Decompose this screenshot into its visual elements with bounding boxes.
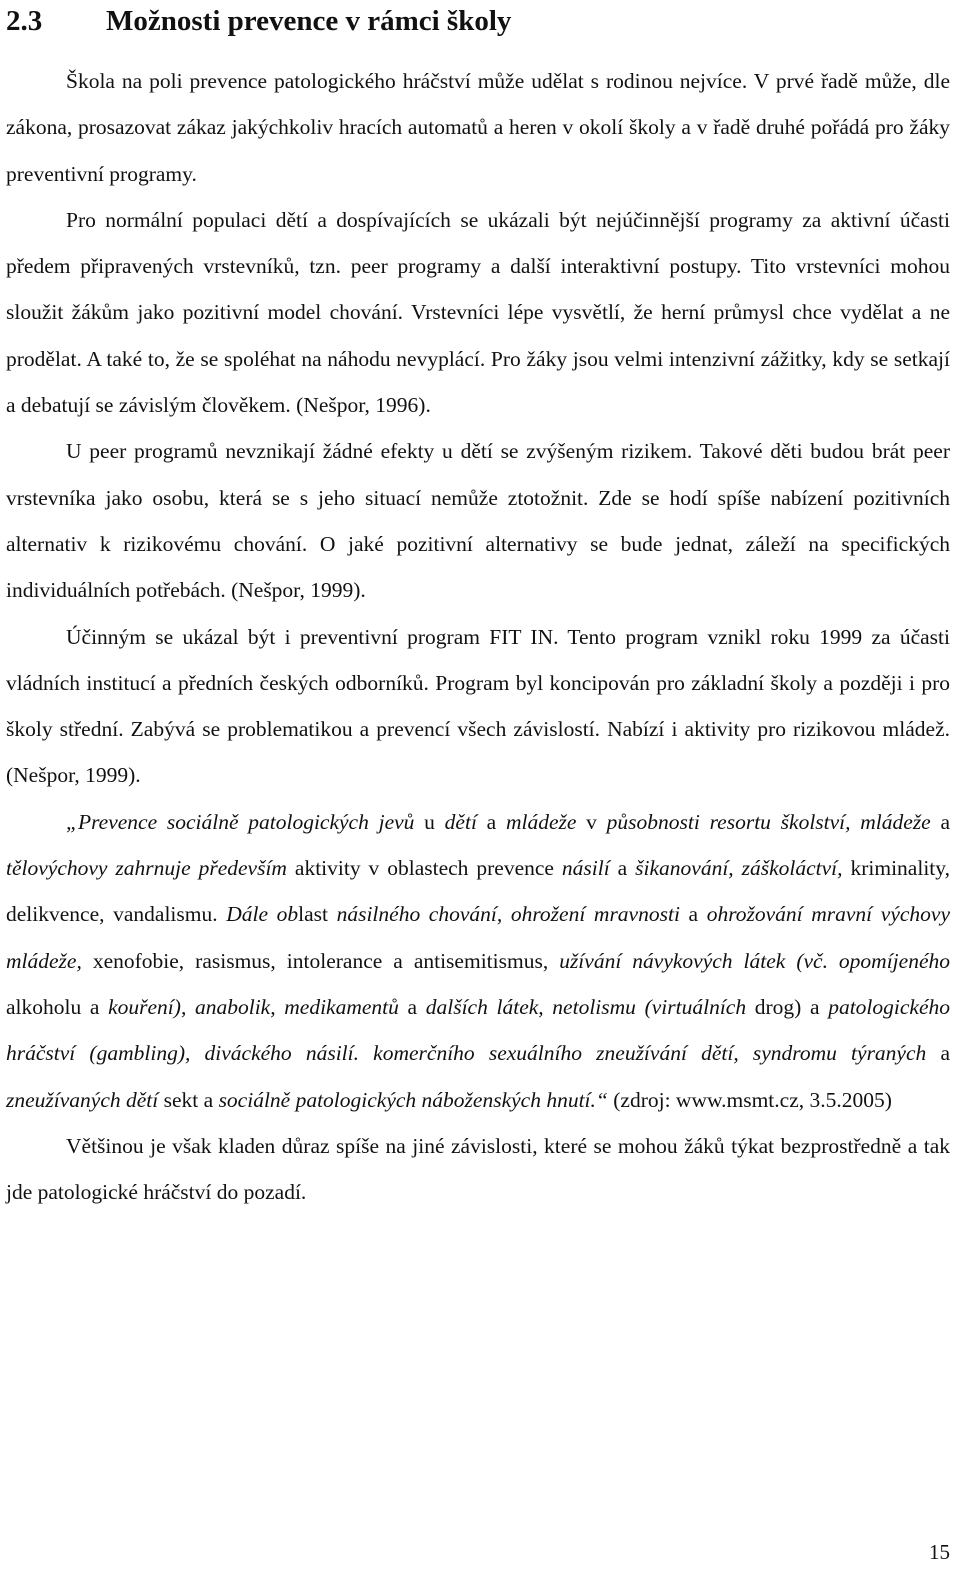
paragraph-6: Většinou je však kladen důraz spíše na jiné závislosti, které se mohou žáků týkat bezprostředně a tak jde patologické hráčství do pozadí. — [6, 1133, 950, 1205]
quote-span: násilí — [561, 856, 610, 881]
quote-span: tělovýchovy zahrnuje především — [6, 856, 287, 881]
section-heading — [6, 0, 950, 58]
quote-span: a — [930, 809, 951, 834]
quote-source: (zdroj: www.msmt.cz, 3.5.2005) — [607, 1087, 892, 1112]
page-number: 15 — [929, 1540, 950, 1564]
section-title: Možnosti prevence v rámci školy — [106, 5, 512, 37]
quote-span: last — [298, 902, 337, 927]
quote-span: a — [476, 809, 506, 834]
quote-span: a — [926, 1041, 950, 1066]
quote-span: alkoholu a — [6, 994, 109, 1019]
paragraph-4: Účinným se ukázal být i preventivní program FIT IN. Tento program vznikl roku 1999 za účasti vládních institucí a předních českých odborníků. Program byl koncipován pro základní školy a později i pro školy střední. Zabývá se problematikou a prevencí všech závislostí. Nabízí i aktivity pro rizikovou mládež. (Nešpor, 1999). — [6, 624, 950, 788]
quote-span: zneužívaných dětí — [6, 1087, 159, 1112]
paragraph-5-quote — [6, 799, 950, 1123]
quote-span: dětí — [444, 809, 477, 834]
quote-span: šikanování, záškoláctví, — [635, 856, 843, 881]
quote-span: kouření), anabolik, medikamentů — [108, 994, 399, 1019]
paragraph-2: Pro normální populaci dětí a dospívajících se ukázali být nejúčinnější programy za aktivní účasti předem připravených vrstevníků, tzn. peer programy a další interaktivní postupy. Tito vrstevníci mohou sloužit žákům jako pozitivní model chování. Vrstevníci lépe vysvětlí, že herní průmysl chce vydělat a ne prodělat. A také to, že se spoléhat na náhodu nevyplácí. Pro žáky jsou velmi intenzivní zážitky, kdy se setkají a debatují se závislým člověkem. (Nešpor, 1996). — [6, 207, 950, 418]
document-page — [6, 0, 950, 1215]
quote-span: patologického hráčství (gambling), diváckého násilí. komerčního sexuálního zneužívání dětí, syndromu týraných — [6, 994, 950, 1066]
quote-span: působnosti resortu školství, mládeže — [606, 809, 931, 834]
quote-span: „Prevence sociálně patologických jevů — [66, 809, 415, 834]
section-number: 2.3 — [6, 5, 43, 37]
quote-span: Dále ob — [226, 902, 299, 927]
quote-span: mládeže — [505, 809, 577, 834]
quote-span: a — [679, 902, 707, 927]
quote-span: a — [398, 994, 426, 1019]
quote-span: aktivity v oblastech prevence — [286, 856, 562, 881]
quote-span: a — [609, 856, 636, 881]
quote-span: sekt a — [158, 1087, 219, 1112]
paragraph-1: Škola na poli prevence patologického hráčství může udělat s rodinou nejvíce. V prvé řadě může, dle zákona, prosazovat zákaz jakýchkoliv hracích automatů a heren v okolí školy a v řadě druhé pořádá pro žáky preventivní programy. — [6, 69, 950, 186]
quote-span: v — [576, 809, 607, 834]
quote-span: drog) a — [746, 994, 829, 1019]
quote-span: sociálně patologických náboženských hnutí.“ — [218, 1087, 608, 1112]
quote-span: u — [414, 809, 445, 834]
quote-span: užívání návykových látek (vč. opomíjeného — [559, 948, 950, 973]
quote-span: dalších látek, netolismu (virtuálních — [425, 994, 747, 1019]
paragraph-3: U peer programů nevznikají žádné efekty u dětí se zvýšeným rizikem. Takové děti budou brát peer vrstevníka jako osobu, která se s jeho situací nemůže ztotožnit. Zde se hodí spíše nabízení pozitivních alternativ k rizikovému chování. O jaké pozitivní alternativy se bude jednat, záleží na specifických individuálních potřebách. (Nešpor, 1999). — [6, 439, 950, 603]
quote-span: násilného chování, ohrožení mravnosti — [336, 902, 680, 927]
quote-span: kriminality, delikvence, vandalismu. — [6, 856, 950, 927]
quote-span: ohrožování mravní výchovy mládeže, — [6, 902, 950, 973]
quote-span: xenofobie, rasismus, intolerance a antisemitismus, — [81, 948, 560, 973]
